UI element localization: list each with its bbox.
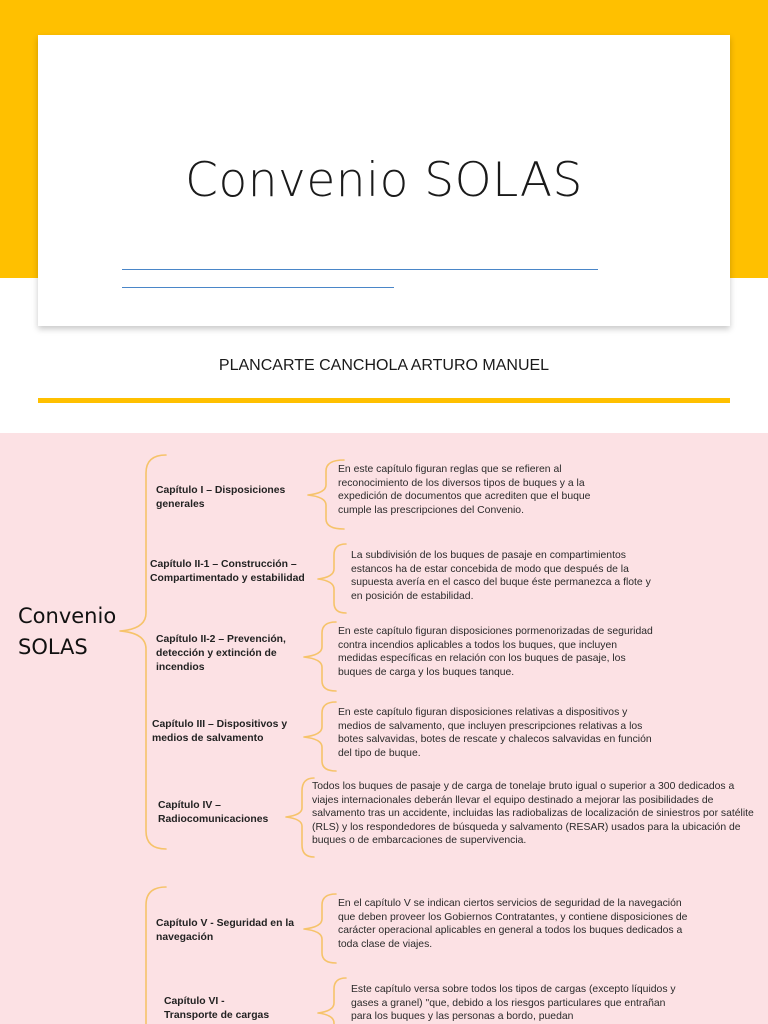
author-name: PLANCARTE CANCHOLA ARTURO MANUEL [218, 357, 550, 374]
chapter-description: En el capítulo V se indican ciertos servicios de seguridad de la navegación que deben proveer los Gobiernos Contratantes, y contiene disposiciones de carácter operacional aplicables en general a todos los buques dedicados a toda clase de viajes. [338, 898, 688, 950]
chapter-description: Este capítulo versa sobre todos los tipos de cargas (excepto líquidos y gases a granel) "que, debido a los riesgos particulares que entrañan para los buques y las personas a bordo, puedan [351, 984, 676, 1023]
link-underline-1[interactable] [122, 269, 598, 270]
chapter-title: Capítulo I – Disposiciones generales [156, 485, 286, 510]
chapter-title: Capítulo II-2 – Prevención, detección y extinción de incendios [156, 634, 286, 673]
title-card [38, 35, 730, 326]
chapter-brace [284, 775, 314, 865]
chapter-title: Capítulo II-1 – Construcción – Compartimentado y estabilidad [150, 559, 305, 584]
chapter-brace [300, 891, 330, 971]
chapter-brace [300, 619, 330, 699]
divider-rule [38, 398, 730, 403]
chapter-description: En este capítulo figuran reglas que se refieren al reconocimiento de los diversos tipos de buques y a la expedición de documentos que acrediten que el buque cumple las prescripciones del Convenio. [338, 464, 591, 516]
mindmap-area [0, 433, 768, 1024]
chapter-description: En este capítulo figuran disposiciones relativas a dispositivos y medios de salvamento, que incluyen prescripciones relativas a los botes salvavidas, botes de rescate y chalecos salvavidas en función del tipo de buque. [338, 707, 652, 759]
chapter-title: Capítulo VI - Transporte de cargas [164, 996, 270, 1021]
chapter-brace [314, 975, 344, 1024]
chapter-description: La subdivisión de los buques de pasaje en compartimientos estancos ha de estar concebida de modo que después de la supuesta avería en el casco del buque éste permanezca a flote y en posición de estabilidad. [351, 550, 651, 602]
chapter-description: Todos los buques de pasaje y de carga de tonelaje bruto igual o superior a 300 dedicados a viajes internacionales deberán llevar el equipo destinado a mejorar las posibilidades de salvamento tras un accidente, incluidas las radiobalizas de localización de siniestros por satélite (RLS) y los respondedores de búsqueda y salvamento (RESAR) usados para la ubicación de buques o de embarcaciones de supervivencia. [312, 781, 754, 847]
chapter-brace [300, 699, 330, 779]
mindmap-root: Convenio SOLAS [18, 604, 117, 659]
slide-title: Convenio SOLAS [185, 153, 583, 208]
chapter-title: Capítulo IV – Radiocomunicaciones [158, 800, 269, 825]
link-underline-2[interactable] [122, 287, 394, 288]
chapter-title: Capítulo V - Seguridad en la navegación [156, 918, 294, 943]
chapter-description: En este capítulo figuran disposiciones pormenorizadas de seguridad contra incendios aplicables a todos los buques, que incluyen medidas específicas en relación con los buques de pasaje, los buques de carga y los buques tanque. [338, 626, 653, 678]
chapter-title: Capítulo III – Dispositivos y medios de salvamento [152, 719, 288, 744]
chapter-brace [314, 541, 344, 621]
chapter-brace [304, 457, 334, 537]
